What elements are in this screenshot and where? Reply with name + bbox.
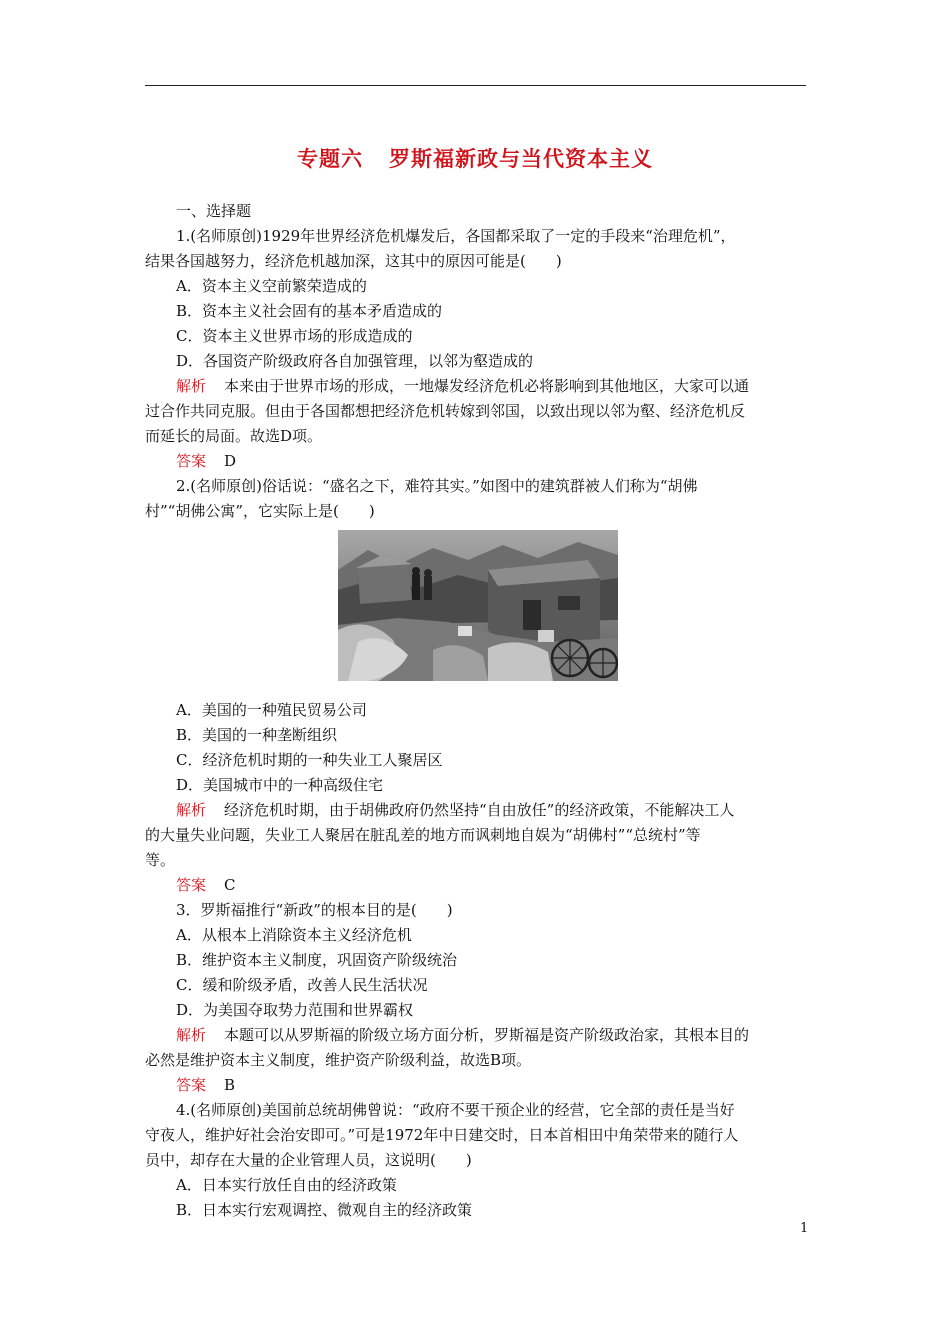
q3-option-a: A．从根本上消除资本主义经济危机 [176, 926, 412, 944]
analysis-label: 解析 [176, 377, 207, 395]
title-part1: 专题六 [297, 146, 363, 171]
q2-option-b: B．美国的一种垄断组织 [176, 726, 338, 744]
section-heading: 一、选择题 [176, 202, 252, 220]
q1-option-b: B．资本主义社会固有的基本矛盾造成的 [176, 302, 443, 320]
q2-answer-value: C [224, 876, 236, 894]
q3-option-b: B．维护资本主义制度，巩固资产阶级统治 [176, 951, 458, 969]
analysis-label: 解析 [176, 1026, 207, 1044]
q1-option-a: A．资本主义空前繁荣造成的 [176, 277, 367, 295]
q4-stem-line-1: 4.(名师原创)美国前总统胡佛曾说：“政府不要干预企业的经营，它全部的责任是当好 [176, 1101, 735, 1119]
q4-option-b: B．日本实行宏观调控、微观自主的经济政策 [176, 1201, 473, 1219]
q1-answer-value: D [224, 452, 237, 470]
q3-analysis-line-2: 必然是维护资本主义制度，维护资产阶级利益，故选B项。 [145, 1051, 532, 1069]
q3-option-c: C．缓和阶级矛盾，改善人民生活状况 [176, 976, 428, 994]
q2-answer [145, 873, 806, 898]
q3-option-d: D．为美国夺取势力范围和世界霸权 [176, 1001, 414, 1019]
header-rule [145, 85, 806, 86]
q1-stem-line-2: 结果各国越努力，经济危机越加深，这其中的原因可能是( ) [145, 252, 562, 270]
answer-label: 答案 [176, 1076, 207, 1094]
q2-option-d: D．美国城市中的一种高级住宅 [176, 776, 384, 794]
page-number: 1 [800, 1221, 809, 1236]
q3-analysis-line-1 [145, 1023, 806, 1048]
q2-analysis-line-1 [145, 798, 806, 823]
q2-analysis-line-2: 的大量失业问题，失业工人聚居在脏乱差的地方而讽刺地自娱为“胡佛村”“总统村”等 [145, 826, 701, 844]
q2-stem-line-1: 2.(名师原创)俗话说：“盛名之下，难符其实。”如图中的建筑群被人们称为“胡佛 [176, 477, 698, 495]
q1-option-c: C．资本主义世界市场的形成造成的 [176, 327, 413, 345]
hooverville-photo-block [145, 526, 806, 694]
hooverville-photo [338, 530, 618, 681]
q1-option-d: D．各国资产阶级政府各自加强管理，以邻为壑造成的 [176, 352, 534, 370]
title-part2: 罗斯福新政与当代资本主义 [389, 146, 653, 171]
analysis-label: 解析 [176, 801, 207, 819]
q1-analysis-text-1: 本来由于世界市场的形成，一地爆发经济危机必将影响到其他地区，大家可以通 [224, 377, 750, 395]
q4-stem-line-3: 员中，却存在大量的企业管理人员，这说明( ) [145, 1151, 472, 1169]
answer-label: 答案 [176, 876, 207, 894]
q1-answer [145, 449, 806, 474]
q3-answer-value: B [224, 1076, 236, 1094]
q3-answer [145, 1073, 806, 1098]
shanty-town-image [338, 530, 618, 681]
q3-analysis-text-1: 本题可以从罗斯福的阶级立场方面分析，罗斯福是资产阶级政治家，其根本目的 [224, 1026, 750, 1044]
q2-stem-line-2: 村”“胡佛公寓”，它实际上是( ) [145, 502, 375, 520]
q1-analysis-line-2: 过合作共同克服。但由于各国都想把经济危机转嫁到邻国，以致出现以邻为壑、经济危机反 [145, 402, 746, 420]
q4-option-a: A．日本实行放任自由的经济政策 [176, 1176, 397, 1194]
q2-option-c: C．经济危机时期的一种失业工人聚居区 [176, 751, 443, 769]
q3-stem-line-1: 3．罗斯福推行“新政”的根本目的是( ) [176, 901, 453, 919]
q4-stem-line-2: 守夜人，维护好社会治安即可。”可是1972年中日建交时，日本首相田中角荣带来的随行人 [145, 1126, 739, 1144]
q1-analysis-line-1 [145, 374, 806, 399]
document-body [145, 199, 806, 1223]
q2-analysis-line-3: 等。 [145, 851, 176, 869]
q1-stem-line-1: 1.(名师原创)1929年世界经济危机爆发后，各国都采取了一定的手段来“治理危机”， [176, 227, 736, 245]
q2-option-a: A．美国的一种殖民贸易公司 [176, 701, 367, 719]
q1-analysis-line-3: 而延长的局面。故选D项。 [145, 427, 323, 445]
q2-analysis-text-1: 经济危机时期，由于胡佛政府仍然坚持“自由放任”的经济政策，不能解决工人 [224, 801, 735, 819]
answer-label: 答案 [176, 452, 207, 470]
page-title [0, 143, 950, 173]
